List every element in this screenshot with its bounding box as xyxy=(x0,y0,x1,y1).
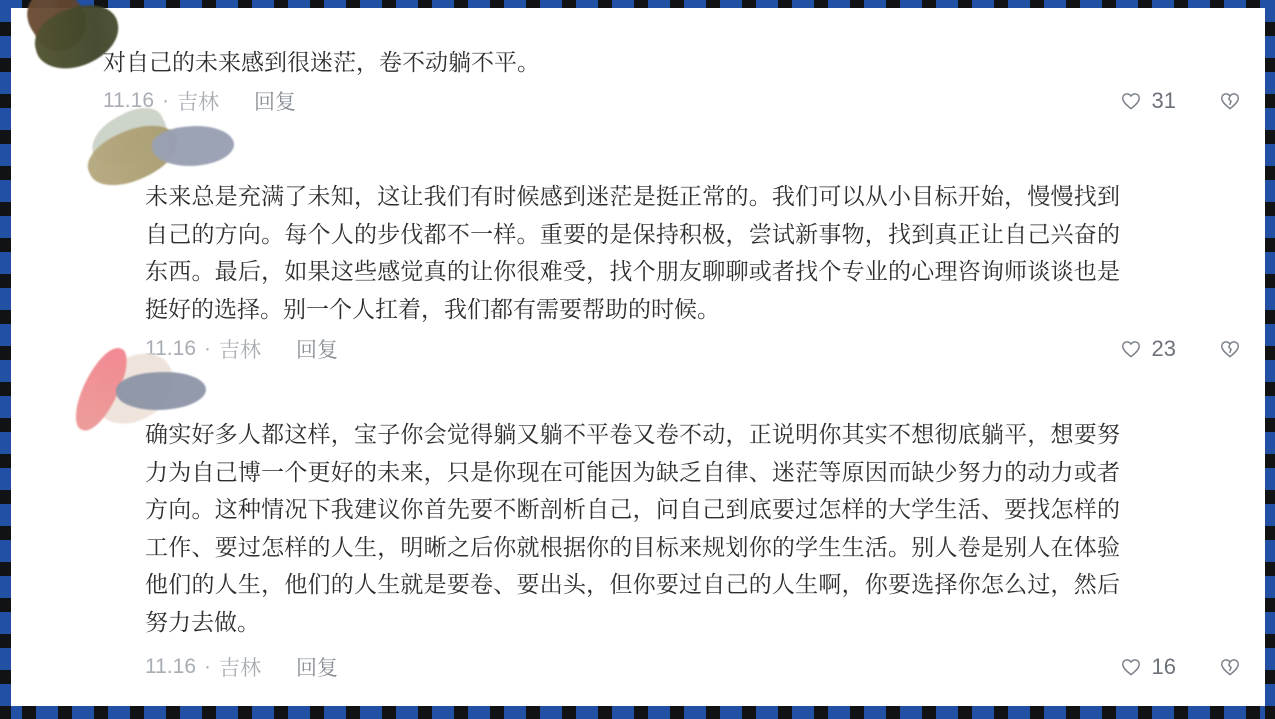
reply-button[interactable]: 回复 xyxy=(296,334,338,364)
reply-button[interactable]: 回复 xyxy=(254,86,296,116)
like-count: 16 xyxy=(1151,654,1176,679)
comment-date: 11.16 xyxy=(145,337,196,360)
meta-separator: · xyxy=(204,655,211,678)
dislike-button[interactable] xyxy=(1218,90,1242,112)
dislike-button[interactable] xyxy=(1218,656,1242,678)
like-count: 23 xyxy=(1151,336,1176,361)
comment-meta xyxy=(145,652,1242,682)
comment-date: 11.16 xyxy=(145,655,196,678)
comment-location: 吉林 xyxy=(177,91,219,114)
reply-button[interactable]: 回复 xyxy=(296,652,338,682)
comment-date: 11.16 xyxy=(103,89,154,112)
comment-actions xyxy=(1119,336,1242,362)
meta-separator: · xyxy=(204,337,211,360)
dislike-button[interactable] xyxy=(1218,338,1242,360)
comment-meta xyxy=(103,86,1242,116)
broken-heart-icon xyxy=(1218,90,1242,112)
broken-heart-icon xyxy=(1218,338,1242,360)
like-button[interactable] xyxy=(1119,88,1176,114)
heart-outline-icon xyxy=(1119,656,1143,678)
heart-outline-icon xyxy=(1119,90,1143,112)
heart-outline-icon xyxy=(1119,338,1143,360)
like-button[interactable] xyxy=(1119,336,1176,362)
comment-text: 确实好多人都这样，宝子你会觉得躺又躺不平卷又卷不动，正说明你其实不想彻底躺平，想要努力为自己博一个更好的未来，只是你现在可能因为缺乏自律、迷茫等原因而缺少努力的动力或者方向。这种情况下我建议你首先要不断剖析自己，问自己到底要过怎样的大学生活、要找怎样的工作、要过怎样的人生，明晰之后你就根据你的目标来规划你的学生生活。别人卷是别人在体验他们的人生，他们的人生就是要卷、要出头，但你要过自己的人生啊，你要选择你怎么过，然后努力去做。 xyxy=(145,421,1120,635)
dashed-border-bottom xyxy=(0,706,1275,719)
like-count: 31 xyxy=(1151,88,1176,113)
like-button[interactable] xyxy=(1119,654,1176,680)
comment-text: 对自己的未来感到很迷茫，卷不动躺不平。 xyxy=(103,49,540,75)
comment-meta xyxy=(145,334,1242,364)
dashed-border-left xyxy=(0,0,11,719)
dashed-border-right xyxy=(1265,0,1275,719)
comment-location: 吉林 xyxy=(219,339,261,362)
comment-actions xyxy=(1119,88,1242,114)
comment-actions xyxy=(1119,654,1242,680)
dashed-border-top xyxy=(0,0,1275,8)
comment-location: 吉林 xyxy=(219,657,261,680)
comment-text: 未来总是充满了未知，这让我们有时候感到迷茫是挺正常的。我们可以从小目标开始，慢慢找到自己的方向。每个人的步伐都不一样。重要的是保持积极，尝试新事物，找到真正让自己兴奋的东西。最后，如果这些感觉真的让你很难受，找个朋友聊聊或者找个专业的心理咨询师谈谈也是挺好的选择。别一个人扛着，我们都有需要帮助的时候。 xyxy=(145,183,1120,322)
broken-heart-icon xyxy=(1218,656,1242,678)
meta-separator: · xyxy=(162,89,169,112)
